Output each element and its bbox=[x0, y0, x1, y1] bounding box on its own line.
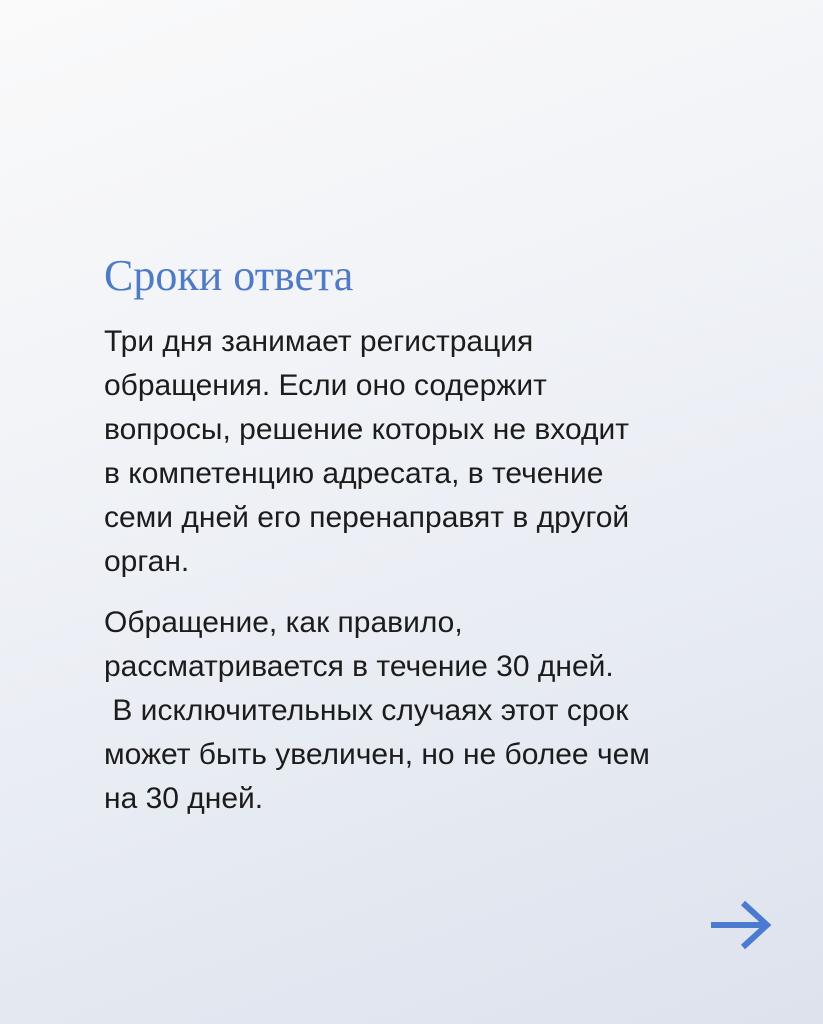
text-line: на 30 дней. bbox=[104, 782, 264, 815]
next-slide-button[interactable] bbox=[702, 890, 778, 960]
text-line: рассматривается в течение 30 дней. bbox=[104, 650, 614, 683]
text-line: может быть увеличен, но не более чем bbox=[104, 738, 650, 771]
text-line: Обращение, как правило, bbox=[104, 606, 463, 639]
paragraph-review-period bbox=[104, 601, 650, 821]
text-line: обращения. Если оно содержит bbox=[104, 369, 547, 402]
text-line: в компетенцию адресата, в течение bbox=[104, 457, 604, 490]
slide-title: Сроки ответа bbox=[104, 251, 354, 300]
text-line: Три дня занимает регистрация bbox=[104, 325, 534, 358]
paragraph-registration bbox=[104, 320, 629, 584]
text-line: семи дней его перенаправят в другой bbox=[104, 501, 630, 534]
arrow-right-icon bbox=[705, 897, 775, 953]
text-line: орган. bbox=[104, 545, 190, 578]
text-line: В исключительных случаях этот срок bbox=[104, 694, 629, 727]
text-line: вопросы, решение которых не входит bbox=[104, 413, 629, 446]
